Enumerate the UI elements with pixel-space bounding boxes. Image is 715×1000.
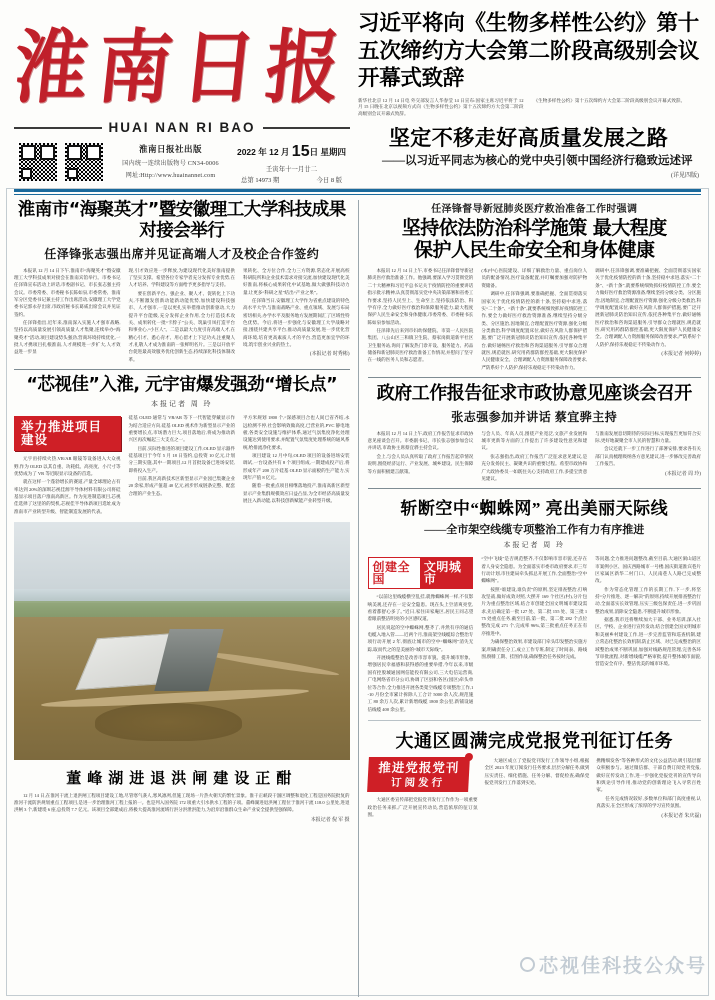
photo-story xyxy=(14,522,350,823)
paragraph: “空中飞线”是否规范整齐,不仅影响市容市貌,还存在着人身安全隐患。为全面落实市委市政府要求,市三年行动计划,市住建局牵头抓总开展工作,全面整治“空中蜘蛛网”。 xyxy=(481,556,588,584)
issue-info xyxy=(237,175,346,184)
second-lead-headline: 坚定不移走好高质量发展之路 xyxy=(388,126,669,151)
pinyin-rule-right xyxy=(263,127,351,129)
lunar-date: 壬寅年十一月廿二 xyxy=(265,166,318,173)
article-party-newspaper-subscription xyxy=(368,727,702,820)
qr-code-weixin-icon[interactable] xyxy=(18,142,58,182)
article-headline: 淮南市“海聚英才”暨安徽理工大学科技成果对接会举行 xyxy=(17,199,346,241)
project-badge: 举力推进项目建设 xyxy=(14,416,121,451)
paragraph: 目前,实际性推进的项目建设工作,OLED 显示器件硅基项目于今年 5 月 18 日签约,总投资 10 亿元,计划分三期实施,其中一期项目,12 月首批设备已进场安装,即将投入生产。 xyxy=(128,445,235,473)
body-column-1 xyxy=(368,267,474,372)
badge-text-red: 文明城市 xyxy=(420,558,472,588)
body-column-3 xyxy=(595,555,701,714)
article-government-report xyxy=(368,383,702,483)
paragraph: 与淮南发展息切期待的实际目标,实现报告更加符合实际,更好地凝聚全市人民的智慧和力量。 xyxy=(595,430,701,444)
issn-line: 国内统一连续出版物号 CN34-0006 xyxy=(122,160,219,167)
article-subhead: ——全市架空线缆专项整治工作有力有序推进 xyxy=(424,524,645,537)
right-column xyxy=(358,200,702,997)
paragraph: 任泽锋指出,近年来,淮南深入实施人才强市战略,坚持以高质量发展引领高质量人才集聚,连续举办“海聚英才”活动,项目建设势头强劲,营商环境持续优化,一批人才携项目扎根淮南,人才规模进一步扩大,人才效益进一步显 xyxy=(14,320,121,355)
banner-line-1: 推进党报党刊 xyxy=(377,759,460,775)
paragraph: 等问题,全力推进问题整改,截至目前,大通区洞山道区市案例小区、国庆西路城市一号楼,国庆街道淮宾巷片区家属区新华二村门口、人民南巷人人路已完成整改。 xyxy=(595,556,701,584)
watermark-text: 芯视佳科技公众号 xyxy=(538,955,707,977)
article-body xyxy=(14,414,350,516)
paragraph: 居民说起的空中蜘蛛网,整齐了,井然有序的通信电缆入地入管——近两个月,淮南架空线缆综合整治专项行动开展 2 年,彻底让城市的空中“蜘蛛网”消失无踪,取而代之的是美丽的“城市天际线”。 xyxy=(367,624,474,652)
photo-caption-title: 董峰湖进退洪闸建设正酣 xyxy=(66,769,298,788)
lead-lede xyxy=(358,98,699,119)
paragraph: 会上,与会人员认真听取了政府工作报告起草情况说明,围绕经济运行、产业发展、城乡建设、民生保障等方面积极建言献策。 xyxy=(367,453,474,474)
article-haiju-yingcai xyxy=(14,200,350,365)
paragraph: “以前这里线缆横空乱挂,就像蜘蛛网一样,不仅影响美观,还存在一定安全隐患。现在头上空清爽亮堂,看着都舒心多了。”近日,家住田家庵区,居民王同志望着眼前整洁明亮的小区感叹道。 xyxy=(367,594,474,622)
paragraph: 要在创新平台、强企业、聚人才、促转化上下功夫,不断激发创新动能新动能优势,加快建设科技强市、人才强市,一是以更扎实举措推动创新驱动,大力提升平台能级,充分发挥企业作用,全力打造技术攻关、成果转化一批“卡脖子”公关、筑巢引凤打造平台和事业心,“小巨人”。二是以最大力度引育高端人才,在精心引才、悉心育才、用心留才上下足功夫,注重聚人才,礼敬人才成为淮南的一张鲜明名片。三是以开放平台促进最高效服务优化创新生态,持续深化科技体制改革。 xyxy=(128,290,235,362)
paragraph: 为确保整治效果,市建设部门牵头印发整治实施方案,明确责任分工,成立工作专班,制定了时间表、路线图,倒排工期、挂图作战,确保整治任务按时完成。 xyxy=(481,639,588,659)
section-divider xyxy=(368,377,702,378)
section-divider xyxy=(368,720,702,721)
body-column-1 xyxy=(14,414,121,516)
banner-line-2: 订阅发行 xyxy=(390,777,445,790)
paragraph: 作为常态化管理工作的长期工作,下一步,将坚持“分片推进、逐一解决”的原则,持续开展排查整治行动,全面落实长效管理,压实三级包保责任,进一步巩固整治成果,消除安全隐患,不断提升城市形象。 xyxy=(595,586,701,614)
body-column-1 xyxy=(368,757,478,820)
page-count: 今日 8 版 xyxy=(316,177,342,184)
paragraph: 任泽锋当日,安徽理工大学作为省重点建设的特色高水平大学,与淮南战略产业、重点领域、发展与布局密切相关,办学水平及服务地方发展期间汇了区域性特色优势。今后,将进一步强化与安徽理工大学战略对接,围绕共建共享平台,推动高质量发展,进一步优化营商环境,培育更高素质人才的平台,营造更加宜学的环境,筑牢创业兴业的热土。 xyxy=(243,297,350,348)
paragraph: 携精细发各”等各种形式的文化公益活动,吸引基层群众积极参与。通过微信群、干部自费订阅党刊党报,做好宣传发动工作,进一步强化党报党刊的宣传导向和舆论引导作用,推动党的创新理论飞入寻常百姓家。 xyxy=(596,757,701,793)
paragraph: 会议还就下一步工作进行了部署安排,要求各有关部门认真梳理吸纳各方意见建议,进一步修改完善政府工作报告。 xyxy=(595,446,701,467)
issue-number: 总第 14973 期 xyxy=(240,177,280,184)
lead-lede-col-2: 《生物多样性公约》第十五次缔约方大会第二阶段高级别会议开幕式致辞。 xyxy=(533,97,686,103)
paragraph: 本报讯 12 月 14 日上午,市委书记任泽锋督导新冠肺炎医疗救治准备工作。他强调,要深入学习贯彻党的二十大精神和习近平总书记关于疫情防控的重要讲话指示批示精神,认真贯彻落实党中央决策部署和省委工作要求,坚持人民至上、生命至上,坚持依法防治、科学有序,全力做好医疗救治和保障服务能力,最大程度保护人民生命安全和身体健康,市委常委、市委秘书长陈如泉参加活动。 xyxy=(367,268,474,325)
article-signature: (本报记者 朱庆磊) xyxy=(661,813,701,819)
paragraph: (本)中心医院建设、详细了解救治力量、重点岗位人员的配备情况,医疗设备配置,并叮嘱要加强对防护物资储备。 xyxy=(481,268,588,288)
newspaper-logo-text: 淮南日报 xyxy=(9,21,355,115)
civilized-city-badge xyxy=(368,557,474,589)
article-headline-line-2: 保护人民生命安全和身体健康 xyxy=(413,239,655,262)
body-column-1 xyxy=(368,430,474,484)
paragraph: 元宇宙持续火热,VR/AR 眼镜等设备进入大众视野,作为 OLED 以其自重、功耗低、高亮度、小尺寸等优势成为了 VR 等近眼显示设备的首选。 xyxy=(14,456,121,476)
article-byline: 本报记者 周 玲 xyxy=(151,400,213,409)
article-headline: 大通区圆满完成党报党刊征订任务 xyxy=(395,730,673,751)
paragraph: 本报讯 12 月 14 日下午,淮南市“海聚英才”暨安徽理工大学科技成果对接会在淮南宾馆举行。市委书记任泽锋宣布活动上讲话,市委副书记、市长张志强主持会议。市委常委、市委秘书长陈如泉,市委常委、淮南军分区党委书记兼主持工作出席活动,安徽理工大学党委书记郭永存出席,市政府秘书长葛威出席会议并见证签约。 xyxy=(14,267,121,317)
body-column-2 xyxy=(129,414,236,516)
body-column-3 xyxy=(595,267,701,372)
body-column-2 xyxy=(481,430,587,484)
masthead-brand-block xyxy=(9,6,355,186)
section-divider xyxy=(14,369,350,370)
body-column-3 xyxy=(595,430,701,484)
paragraph: 据悉,我市还将继续加大干部、业务培训,深入社区、学校、企业进行宣传发动,结合创建全国文明城市和美丽乡村建设工作,进一步完善监管和巡查机制,建立常态化整治长效机制,防止区域、对已完成整治的区域整治成果不断巩固,加强对线路规范管理,完善各环节审批流程,对新增线缆严格审批,提升整体城市面貌,营造安全有序、整洁优美的城市环境。 xyxy=(595,617,701,667)
body-column-2 xyxy=(485,757,590,819)
article-signature: (本报记者 周 玲) xyxy=(665,471,701,477)
badge-text-white: 创建全国 xyxy=(369,558,420,588)
publication-date xyxy=(237,143,346,161)
weekday: 星期四 xyxy=(320,147,346,157)
paragraph: 现,引才效应进一步释放,为建设现代化美好淮南提供了坚实支撑。希望各位专家学者充分发挥专业优势,在人才培养、学科建设等方面给予更多指导与支持。 xyxy=(128,267,235,288)
article-headline: “芯视佳”入淮, 元宇宙爆发强劲“增长点” xyxy=(26,375,338,396)
second-lead-page-ref: (详见四版) xyxy=(671,173,699,180)
body-column-3 xyxy=(596,757,701,819)
newspaper-pinyin: HUAI NAN RI BAO xyxy=(108,120,256,135)
article-overhead-cables xyxy=(368,494,702,714)
paragraph: 就在这样一个蓬勃增长的赛道,产量全球理论占有率达到 20%的深圳芯视佳源半导体材料有限公司将硅基显示项目落户淮南高新区。作为先进制造项目,芯视佳选择了这里的的契机,芯视佳半导体新项目选址成为淮南市产业转型升级、智能制造发展的代表。 xyxy=(14,479,121,514)
newspaper-logo xyxy=(9,6,355,124)
article-headline: 斩断空中“蜘蛛网” 亮出美丽天际线 xyxy=(400,499,669,519)
left-column xyxy=(14,200,358,997)
paragraph: 平方米规划 1800 个,“深感项目合也人间已省齐结,永远检测不停,社会影响效做高度,已营业的,PVC 静电地板,各类安全设施与维护体系,通过气氛集度净化处理设施达到使用要求,并配置气氛集度处理系统的通风系统,给排流净化要求。 xyxy=(243,415,350,450)
paragraph: 调研中,任泽锋强调,要准确把握、全面贯彻落实国家关于优化疫情防控的新十条,坚持稳中求进,落实“二十条”、“新十条”,就要系统细致抓好疫情防控工作,要全力做好医疗救治资源准备,继续坚持分级分类、分区施治,因地制宜,合理配置医疗资源,强化分级分类救治,科学调度配置床位,做好在风险人群保护措施,要广泛开展新冠肺炎防治知识宣传,依托各种集平台,做好通畅医疗救治和咨询渠道服务,引导群众合理就医,规范就医,研究用药群防群控基础,更大限度保护人民健康安全。合理调配人力资源服务保障改善要求,严防系好个人防护,保持乐观稳定不传染动作力。 xyxy=(595,268,701,347)
article-signature: (本报记者 何婷婷) xyxy=(661,352,701,358)
article-subhead: 张志强参加并讲话 蔡宜骅主持 xyxy=(451,409,618,424)
paragraph: 随着一批重点项目相继落地投产,淮南高新区新型显示产业集群规模效应日益凸显,为全市经济高质量发展注入新动能,以科技创新赋能产业转型升级。 xyxy=(243,483,350,504)
article-body xyxy=(368,757,702,820)
body-column-2 xyxy=(481,555,587,714)
lead-story-block xyxy=(350,6,701,186)
second-lead-subhead: ——以习近平同志为核心的党中央引领中国经济行稳致远述评 xyxy=(382,155,693,168)
masthead-divider-thick xyxy=(14,189,701,192)
paragraph: 果转化、全方位合作,全力三方资源,常态化开展高校科研院所和企业技术需求对接交流,加快建设现代化美好淮南,将核心成果转化中试基地,做大做强科技动力量,让更多“科研之星”结出“产业之果”。 xyxy=(243,267,350,295)
qr-code-app-icon[interactable] xyxy=(64,142,104,182)
paragraph: 张志强指出,政府工作报告广泛征求意见建议,是充分发扬民主、凝聚共识的重要过程。希望市政协和广大政协委员一如既往关心支持政府工作,多提宝贵意见建议。 xyxy=(481,453,588,481)
content-area xyxy=(0,195,715,997)
paragraph: 与会人员、年高人员,围绕产业宽泛,文旅产业发展和城市更新等方面的工作提出了许多建设性意见和建议。 xyxy=(481,430,588,451)
article-xinshijia xyxy=(14,375,350,516)
paragraph: 大通区成立了党报党刊发行工作领导小组,根据全区 2023 年度订阅发行任务要求,层层分解任务,做到压实责任、细化措施、任务分解、督促检查,确保党报党刊发行工作落到实处。 xyxy=(484,757,590,786)
photo-caption-text: 12 月 14 日,在淮河干流上退洪闸工程项目建设工地,尽管寒气袭人,寒风凛冽,但施工现场一片热火朝天的繁忙景象。淮干正峡段干涸区调整和退化工程是国务院批复的淮河干流防洪规划重点工程项目,是进一步治理淮河工程上报的一。也是列入国务院 172 项重大引水供水工程的子项。董峰湖进退洪闸工程位于淮河干流 118.0 公里处,进退洪闸 3 个,新建堤 6 座,总投资 7.7 亿元。该项目全部建成后,将极大提高淮河流域行洪分洪泄洪能力,为沿岸沿淮群众生命产业安全提供坚强保障。 xyxy=(14,793,350,813)
paragraph: 开展线缆整治是改善市容市貌、提升城市形象、增强居民幸福感和获得感的重要举措,今年以来,市级国有控股城通国网信能投有限公司,三大电信运营商,广电网络省市分公司,协调了区县和各区(园区)牵头单位等合作,全力推进开展各类架空线缆专项整治工作,1-10 月份全市累计拆除人工合计 5000 余人次,规范施工 80 余万人次,累计新增线缆 1800 余公里,新铺设通信线缆 400 余公里。 xyxy=(367,655,474,712)
masthead xyxy=(0,0,715,186)
article-kicker: 任泽锋督导新冠肺炎医疗救治准备工作时强调 xyxy=(431,203,638,215)
publisher-name: 淮南日报社出版 xyxy=(138,144,202,154)
subscription-banner xyxy=(367,757,470,792)
date-day-suffix: 日 xyxy=(309,147,319,157)
paragraph: 本报讯 12 月 14 日上午,政府工作报告征求市政协意见座谈会召开。市委副书记、市长张志强参加会议并讲话,市政协主席蔡宜骅主持会议。 xyxy=(367,430,474,451)
banner-dot-icon xyxy=(464,753,472,761)
body-column-1 xyxy=(368,555,474,714)
photo-floodgate-construction xyxy=(14,522,350,760)
body-column-2 xyxy=(129,267,236,365)
date-day: 15 xyxy=(291,143,310,160)
website-line: 网址:Http://www.huainannet.com xyxy=(125,172,216,179)
publication-info xyxy=(14,142,350,184)
paragraph: 硅基 OLED 通常与 VR/AR 等下一代智能穿戴显示作为结合适应方向,硅基 OLED 视术作为新型显示产业的重要增长点,市场潜力巨大,项目落地后,将成为推动新兴区再次崛起三大支点之一。 xyxy=(128,415,235,443)
paragraph: 任务完成情况较好,多数单位和部门高度重视,认真落实,在全区形成了浓厚的学习宣传氛围。 xyxy=(596,795,701,809)
article-epidemic-prevention xyxy=(368,200,702,373)
lead-headline: 习近平将向《生物多样性公约》第十五次缔约方大会第二阶段高级别会议开幕式致辞 xyxy=(358,11,699,92)
article-body xyxy=(368,555,702,714)
article-headline: 政府工作报告征求市政协意见座谈会召开 xyxy=(376,383,692,405)
publisher-block xyxy=(110,142,231,179)
paragraph: 项目建设 12 月中旬,OLED 项目的设备进场安装调试,一台设备共有 8 个项目组成,一期建成投产后,将形成年产 200 万片硅基 OLED 显示面板的生产能力,实现年产值 8 亿元。 xyxy=(243,452,350,481)
photo-credit: 本报记者 倪 军 摄 xyxy=(310,817,350,823)
body-column-3 xyxy=(243,267,350,365)
pinyin-row xyxy=(14,120,350,135)
article-byline: 本报记者 周 玲 xyxy=(503,541,565,550)
paragraph: 任泽锋先后来到市妇幼保健院、市第一人民医院集团、八公山区三和镇卫生院、蔡家岗街道新平社区卫生服务站,询问了解发热门诊开设、服务能力、药品储备和新冠肺炎医疗救治准备工作情况,并慰问了坚守在一线的医务人员和志愿者。 xyxy=(367,327,474,363)
body-column-3 xyxy=(243,414,350,516)
article-body xyxy=(368,430,702,484)
body-column-1 xyxy=(14,267,121,365)
date-block xyxy=(237,142,346,184)
article-headline-line-1: 坚持依法防治科学施策 最大程度 xyxy=(401,216,667,239)
article-body xyxy=(368,267,702,372)
date-year-month: 2022 年 12 月 xyxy=(236,147,290,157)
paragraph: 目前,我区高新技术区新型显示产业园已集聚企业 20 余家,形成产值超 40 亿元,初步形成链条完整、配套合理的产业生态。 xyxy=(128,476,235,496)
body-column-2 xyxy=(481,267,587,372)
article-body xyxy=(14,267,350,365)
pinyin-rule-left xyxy=(14,127,102,129)
paragraph: 按照“谁建设,谁负责”的原则,坚定排查整治,打响攻坚战,做好成效对照,大摆开 169 个社区(村),分片包片为重点整治区域,结合市创建全国文明城市建设需求,先后确定第一批 127 处、第二批 155 处、第三批 175 处重点任务,截至目前,第一批、第二批 282 个点位整改完成 271 个,完成率 96%,第三批重点任务正在有序推进中。 xyxy=(481,586,588,636)
lead-lede-col-1: 新华社北京 12 月 14 日电 外交部发言人华春莹 14 日宣布:国家主席习近平将于 12 月 15 日晚在北京以视频方式向《生物多样性公约》第十五次缔约方大会第二阶段高级别会议开幕式致辞。 xyxy=(358,97,524,117)
article-signature: (本报记者 时秀彬) xyxy=(309,352,350,358)
paragraph: 大通区委宣传部把党报党刊发行工作作为一项重要政治任务来抓,广泛开展宣传动员,营造浓厚的征订氛围。 xyxy=(367,797,478,818)
article-subhead: 任泽锋张志强出席并见证高端人才及校企合作签约 xyxy=(44,246,320,261)
paragraph: 调研中,任泽锋强调,要准确把握、全面贯彻落实国家关于优化疫情防控的新十条,坚持稳中求进,落实“二十条”、“新十条”,就要系统细致抓好疫情防控工作,要全力做好医疗救治资源准备,继续坚持分级分类、分区施治,因地制宜,合理配置医疗资源,强化分级分类救治,科学调度配置床位,做好在风险人群保护措施,要广泛开展新冠肺炎防治知识宣传,依托各种集平台,做好通畅医疗救治和咨询渠道服务,引导群众合理就医,规范就医,研究用药群防群控基础,更大限度保护人民健康安全。合理调配人力资源服务保障改善要求,严防系好个人防护,保持乐观稳定不传染动作力。 xyxy=(481,291,588,370)
section-divider xyxy=(368,488,702,489)
body-columns-rest xyxy=(485,757,702,819)
